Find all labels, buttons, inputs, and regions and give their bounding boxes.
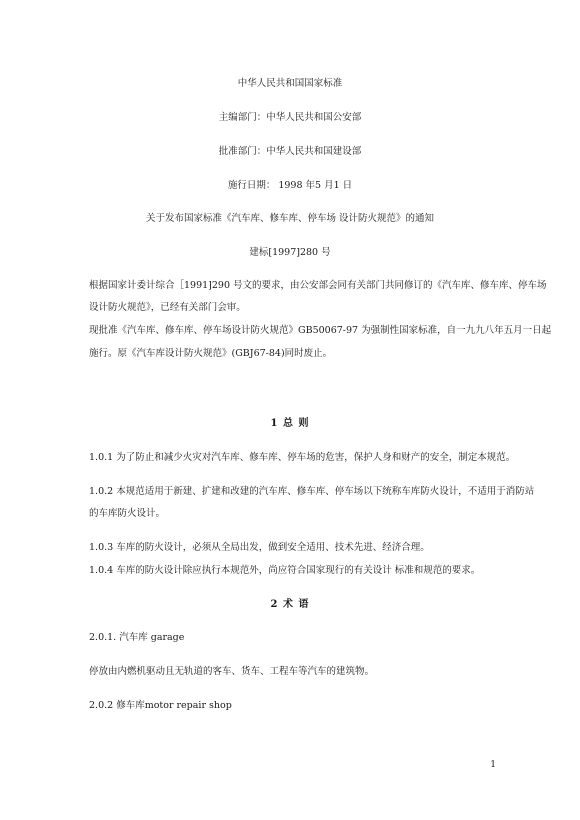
clause-2-0-1-definition: 停放由内燃机驱动且无轨道的客车、货车、工程车等汽车的建筑物。 [89,666,375,677]
notice-paragraph-2-line-1: 现批准《汽车库、修车库、停车场设计防火规范》GB50067-97 为强制性国家标准，自一九九八年五月一日起 [89,325,552,336]
section-1-heading: 1 总 则 [270,418,310,429]
approval-department: 批准部门：中华人民共和国建设部 [218,146,362,157]
notice-paragraph-1-line-1: 根据国家计委计综合［1991]290 号文的要求，由公安部会同有关部门共同修订的《汽车库、修车库、停车场 [89,280,547,291]
chief-department: 主编部门：中华人民共和国公安部 [218,112,362,123]
clause-2-0-2: 2.0.2 修车库motor repair shop [89,700,232,711]
standard-title: 中华人民共和国国家标准 [237,78,343,89]
notice-paragraph-1-line-2: 设计防火规范》，已经有关部门会审。 [89,302,246,313]
clause-1-0-1: 1.0.1 为了防止和减少火灾对汽车库、修车库、停车场的危害，保护人身和财产的安全，制定本规范。 [89,452,516,463]
notice-paragraph-2-line-2: 施行。原《汽车库设计防火规范》(GBJ67-84)同时废止。 [89,348,333,359]
document-number: 建标[1997]280 号 [249,247,331,258]
clause-1-0-2-line-1: 1.0.2 本规范适用于新建、扩建和改建的汽车库、修车库、停车场以下统称车库防火设计，不适用于消防站 [89,486,535,497]
notice-title: 关于发布国家标准《汽车库、修车库、停车场 设计防火规范》的通知 [145,213,435,224]
section-2-heading: 2 术 语 [270,599,310,610]
clause-1-0-3: 1.0.3 车库的防火设计，必须从全局出发，做到安全适用、技术先进、经济合理。 [89,542,430,553]
clause-1-0-2-line-2: 的车库防火设计。 [89,508,166,519]
clause-1-0-4: 1.0.4 车库的防火设计除应执行本规范外，尚应符合国家现行的有关设计 标准和规范的要求。 [89,565,481,576]
page-number: 1 [490,760,496,770]
clause-2-0-1: 2.0.1. 汽车库 garage [89,632,185,643]
effective-date: 施行日期： 1998 年5 月1 日 [227,180,353,191]
